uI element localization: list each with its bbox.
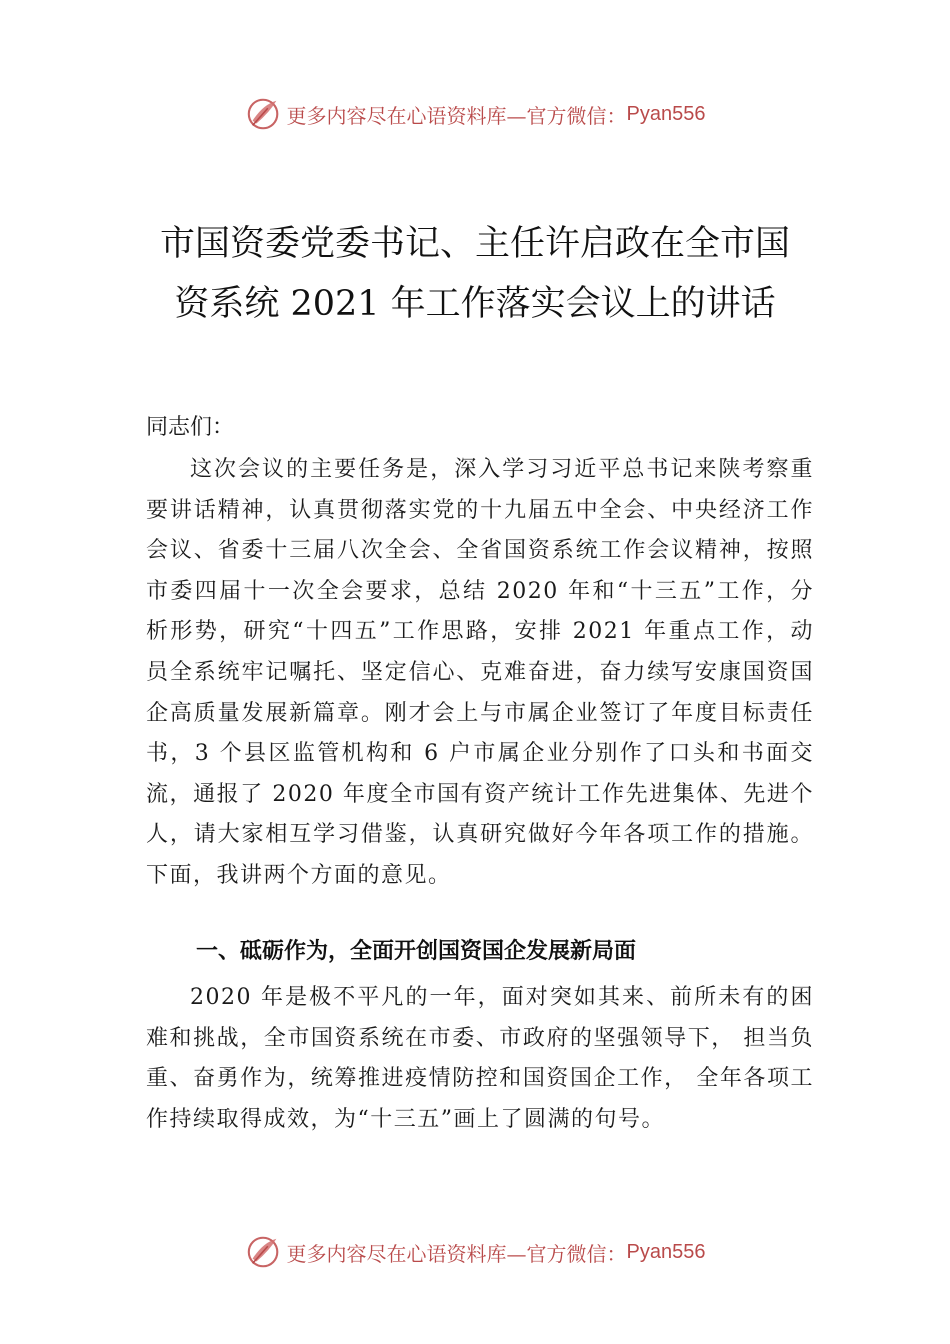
section-heading-1: 一、砥砺作为，全面开创国资国企发展新局面 <box>196 939 637 964</box>
banner-wechat-id: Pyan556 <box>626 102 706 125</box>
quill-logo-icon <box>245 1233 283 1271</box>
footer-banner <box>0 1232 950 1272</box>
header-banner <box>0 94 950 134</box>
title-line-1: 市国资委党委书记、主任许启政在全市国 <box>159 224 790 264</box>
banner-text: 更多内容尽在心语资料库—官方微信： <box>286 103 627 128</box>
paragraph-1: 这次会议的主要任务是，深入学习习近平总书记来陕考察重要讲话精神，认真贯彻落实党的十九届五中全会、中央经济工作会议、省委十三届八次全会、全省国资系统工作会议精神，按照市委四届十一次全会要求，总结 2020 年和“十三五”工作，分析形势，研究“十四五”工作思路，安排 2021 年重点工作，动员全系统牢记嘱托、坚定信心、克难奋进，奋力续写安康国资国企高质量发展新篇章。刚才会上与市属企业签订了年度目标责任书，3 个县区监管机构和 6 户市属企业分别作了口头和书面交流，通报了 2020 年度全市国有资产统计工作先进集体、先进个人，请大家相互学习借鉴，认真研究做好今年各项工作的措施。下面，我讲两个方面的意见。 <box>146 457 814 888</box>
banner-wechat-id: Pyan556 <box>626 1240 706 1263</box>
greeting: 同志们： <box>146 415 235 440</box>
paragraph-2: 2020 年是极不平凡的一年，面对突如其来、前所未有的困难和挑战，全市国资系统在市委、市政府的坚强领导下， 担当负重、奋勇作为，统筹推进疫情防控和国资国企工作， 全年各项工作持续取得成效，为“十三五”画上了圆满的句号。 <box>146 985 814 1132</box>
banner-text: 更多内容尽在心语资料库—官方微信： <box>286 1241 627 1266</box>
quill-logo-icon <box>245 95 283 133</box>
document-title <box>100 214 850 334</box>
title-line-2: 资系统 2021 年工作落实会议上的讲话 <box>174 284 776 324</box>
